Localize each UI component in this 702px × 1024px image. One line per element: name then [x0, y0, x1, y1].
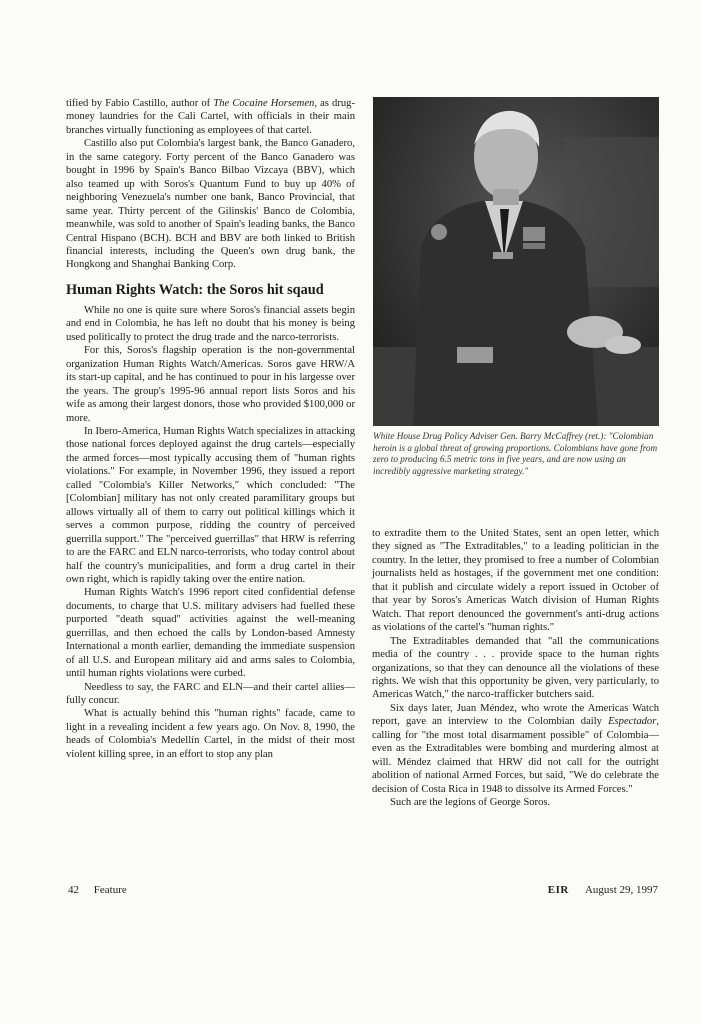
- section-label: Feature: [93, 884, 127, 896]
- paragraph: What is actually behind this "human rights" facade, came to light in a revealing incident a few years ago. On Nov. 8, 1990, the heads of Colombia's Medellín Cartel, in the midst of their most violent killing spree, in an effort to stop any plan: [66, 708, 355, 760]
- left-column: [66, 97, 355, 761]
- section-heading: Human Rights Watch: the Soros hit sqaud: [66, 281, 324, 298]
- book-title: The Cocaine Horsemen: [213, 98, 315, 109]
- issue-date: August 29, 1997: [584, 884, 658, 896]
- newspaper-title: Espectador: [608, 716, 657, 728]
- paragraph: While no one is quite sure where Soros's financial assets begin and end in Colombia, he has left no doubt that his money is being used politically to protect the drug trade and the narco-terrorists.: [66, 304, 355, 343]
- paragraph: Castillo also put Colombia's largest bank, the Banco Ganadero, in the same category. Forty percent of the Banco Ganadero was bought in 1996 by Spain's Banco Bilbao Vizcaya (BBV), which also teamed up with Soros's Quantum Fund to buy up 40% of neighboring Venezuela's number one bank, Banco Provincial, that same year. Thirty percent of the Gilinskis' Banco de Colombia, meanwhile, was sold to another of Spain's leading banks, the Banco Central Hispano (BCH). BCH and BBV are both linked to British financial interests, including the Queen's own drug bank, the Hongkong and Shanghai Banking Corp.: [66, 138, 355, 271]
- paragraph: For this, Soros's flagship operation is the non-governmental organization Human Rights Watch/Americas. Soros gave HRW/A its start-up capital, and he has continued to pour in his largesse over the years. The group's 1995-96 annual report lists Soros and his wife as among their largest donors, those who provided $100,000 or more.: [66, 345, 355, 424]
- paragraph: Such are the legions of George Soros.: [390, 797, 551, 809]
- paragraph: Six days later, Juan Méndez, who wrote the Americas Watch report, gave an interview to the Colombian daily Espectador, calling for "the most total disarmament possible" of Colombia—even as the Extraditables were bombing and murdering almost at will. Méndez claimed that HRW did not call for the outright abolition of national Armed Forces, but said, "We do celebrate the decision of Costa Rica in 1948 to dissolve its Armed Forces.": [372, 702, 659, 795]
- paragraph: Human Rights Watch's 1996 report cited confidential defense documents, to charge that U.S. military advisers had fuelled these purported "death squad" activities against the well-meaning guerrillas, and then echoed the calls by London-based Amnesty International a month earlier, demanding the immediate suspension of all U.S. and European military aid and arms sales to Colombia, until human rights violations were curbed.: [66, 587, 355, 680]
- paragraph: The Extraditables demanded that "all the communications media of the country . . . provide space to the human rights organizations, so that they can denounce all the violations of these rights. We wish that this opportunity be given, very particularly, to Americas Watch," the narco-trafficker butchers said.: [372, 635, 659, 701]
- publication-name: EIR: [547, 884, 569, 896]
- paragraph: to extradite them to the United States, sent an open letter, which they signed as "The Extraditables," to a leading politician in the country. In the letter, they promised to free a number of Colombian journalists held as hostages, if the government met one condition: that it publish and circulate widely a report issued in October of that year by Soros's Americas Watch division of Human Rights Watch. That report denounced the government's anti-drug actions as violations of the cartel's "human rights.": [372, 528, 659, 634]
- paragraph: In Ibero-America, Human Rights Watch specializes in attacking those national forces deployed against the drug cartels—especially the armed forces—most typically accusing them of "human rights violations." For example, in November 1996, they issued a report called "Colombia's Killer Networks," which concluded: "The [Colombian] military has not only created paramilitary groups but allows virtually all of them to carry out political killings which it serves a common purpose, ridding the country of perceived guerrilla support." The "perceived guerrillas" that HRW is referring to are the FARC and ELN narco-terrorists, who today control about half the country's municipalities, and form a drug cartel in their own right, which is rapidly taking over the entire nation.: [66, 425, 355, 585]
- paragraph: Needless to say, the FARC and ELN—and their cartel allies—fully concur.: [66, 681, 355, 707]
- general-photo: [373, 97, 659, 426]
- page-number: 42: [68, 884, 79, 896]
- page-footer-left: [68, 884, 127, 896]
- page-footer-right: [548, 884, 658, 896]
- paragraph: tified by Fabio Castillo, author of The Cocaine Horsemen, as drug-money laundries for the Cali Cartel, with officials in their main branches virtually functioning as employees of that cartel.: [66, 98, 355, 136]
- photo-caption: White House Drug Policy Adviser Gen. Barry McCaffrey (ret.): "Colombian heroin is a global threat of growing proportions. Colombians have gone from zero to producing 6.5 metric tons in five years, and are now using an incredibly aggressive marketing strategy.": [373, 431, 658, 476]
- right-column: [372, 527, 659, 810]
